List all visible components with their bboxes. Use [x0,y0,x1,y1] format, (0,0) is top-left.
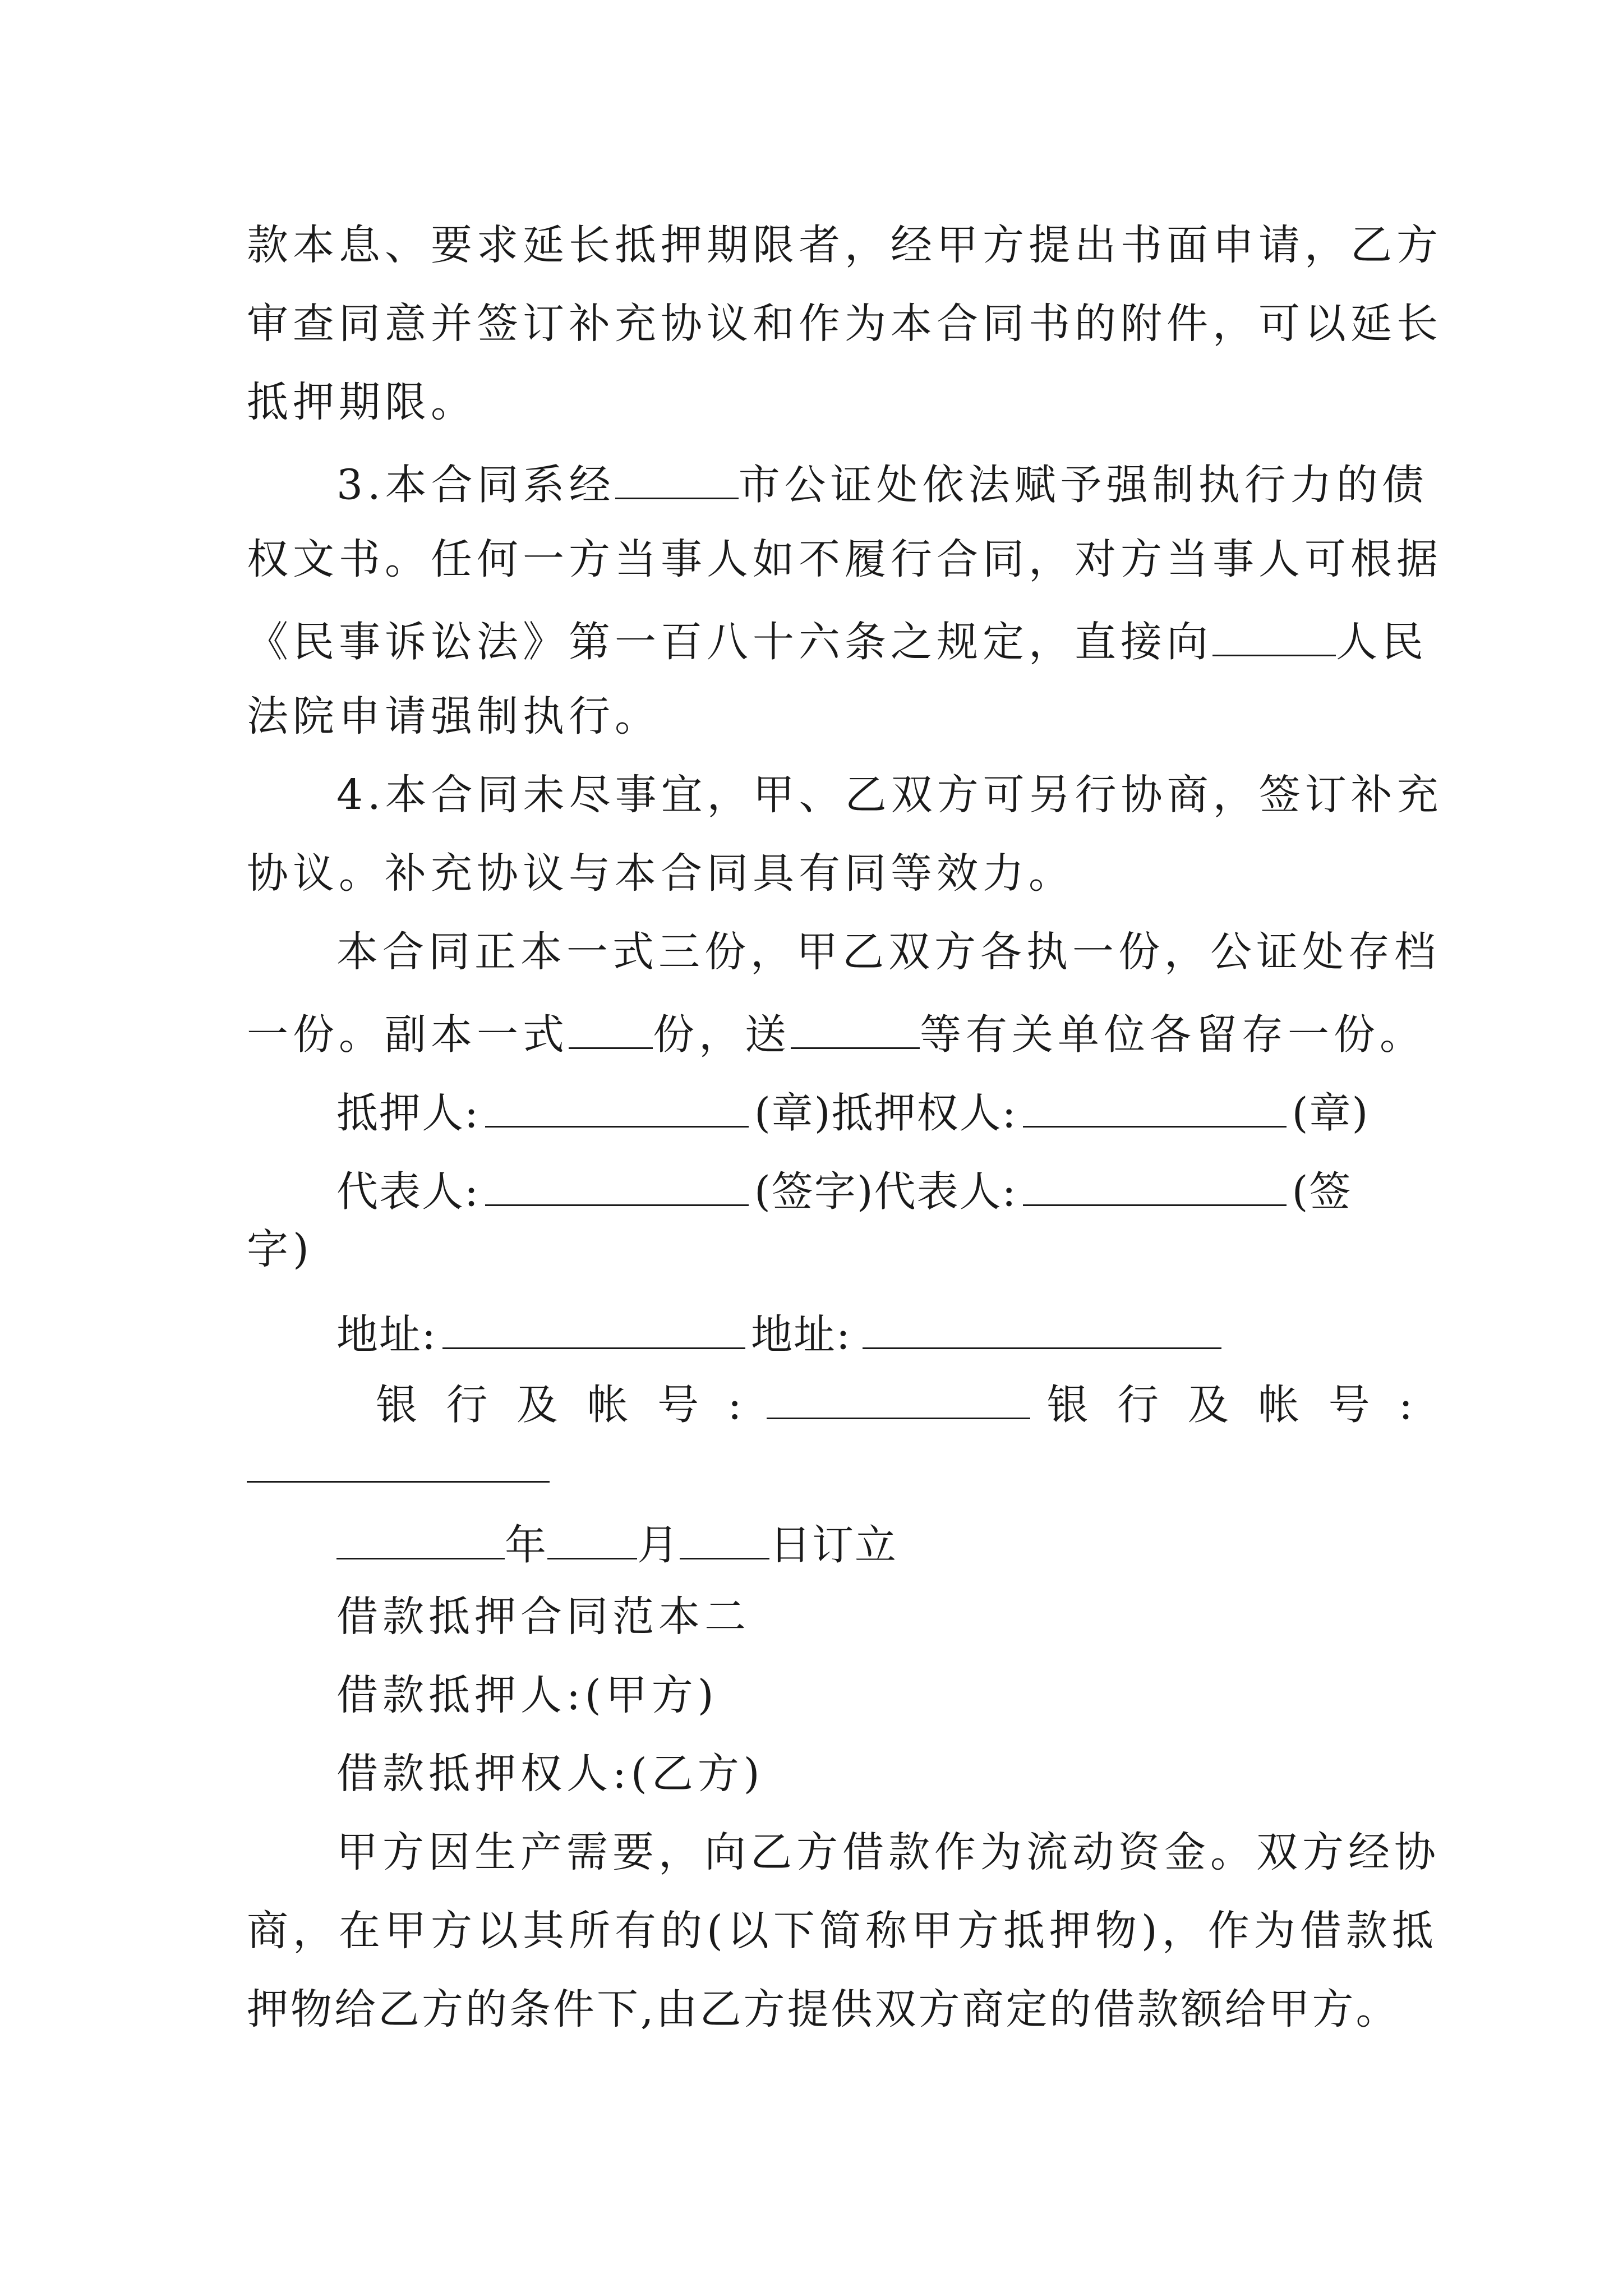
bank-line [376,1380,1421,1429]
text-line: 款本息、要求延长抵押期限者，经甲方提出书面申请，乙方 [247,221,1442,269]
blank-field [1212,617,1336,656]
label: (签 [1292,1167,1352,1216]
label: 日订立 [769,1521,897,1570]
blank-field [336,1520,505,1559]
text-line: 协议。补充协议与本合同具有同等效力。 [247,849,1075,898]
text-line: 字) [247,1225,313,1273]
label: 代表人: [336,1167,479,1216]
clause-text: 市公证处依法赋予强制执行力的债 [738,461,1428,509]
clause-3 [336,460,1428,509]
label: 地址: [750,1310,851,1359]
text-line: 法院申请强制执行。 [247,692,661,740]
blank-field [485,1167,749,1206]
blank-field [791,1010,920,1049]
label: 银 行 及 帐 号 : [376,1381,750,1429]
text-line: 权文书。任何一方当事人如不履行合同，对方当事人可根据 [247,535,1442,583]
text-line: 甲方因生产需要，向乙方借款作为流动资金。双方经协 [336,1828,1440,1876]
label: 抵押人: [336,1089,479,1138]
blank-field [247,1481,550,1483]
clause-text: 份，送 [653,1010,791,1059]
blank-field [1023,1088,1287,1128]
blank-field [767,1380,1030,1419]
party-b-line: 借款抵押权人:(乙方) [336,1750,764,1798]
text-line [247,617,1428,666]
label: (签字)代表人: [754,1167,1017,1216]
blank-field [485,1088,749,1128]
blank-field [569,1010,653,1049]
blank-field [680,1520,769,1559]
blank-field [442,1310,745,1349]
clause-text: 《民事诉讼法》第一百八十六条之规定，直接向 [247,618,1212,666]
signature-line-2 [336,1167,1391,1216]
text-line: 押物给乙方的条件下,由乙方提供双方商定的借款额给甲方。 [247,1985,1400,2033]
label: 年 [505,1521,547,1570]
blank-field [1023,1167,1287,1206]
blank-field [863,1310,1221,1349]
label: 银 行 及 帐 号 : [1046,1381,1421,1429]
text-line: 抵押期限。 [247,378,477,426]
address-line [336,1310,1391,1359]
blank-field [547,1520,637,1559]
clause-4: 4.本合同未尽事宜，甲、乙双方可另行协商，签订补充 [336,771,1443,819]
date-line [336,1520,1391,1570]
clause-text: 3.本合同系经 [336,461,615,509]
clause-text: 人民 [1336,618,1428,666]
blank-field [615,460,739,499]
text-line [247,1010,1426,1059]
clause-text: 等有关单位各留存一份。 [920,1010,1426,1059]
label: 地址: [336,1310,437,1359]
label: (章)抵押权人: [754,1089,1017,1138]
party-a-line: 借款抵押人:(甲方) [336,1671,718,1719]
text-line: 审查同意并签订补充协议和作为本合同书的附件，可以延长 [247,300,1442,348]
label: (章) [1292,1089,1370,1138]
clause-text: 一份。副本一式 [247,1010,569,1059]
signature-line-1 [336,1088,1391,1138]
text-line: 商，在甲方以其所有的(以下简称甲方抵押物)，作为借款抵 [247,1907,1438,1955]
label: 月 [637,1521,680,1570]
text-line: 本合同正本一式三份，甲乙双方各执一份，公证处存档 [336,928,1440,976]
section-title: 借款抵押合同范本二 [336,1593,750,1641]
